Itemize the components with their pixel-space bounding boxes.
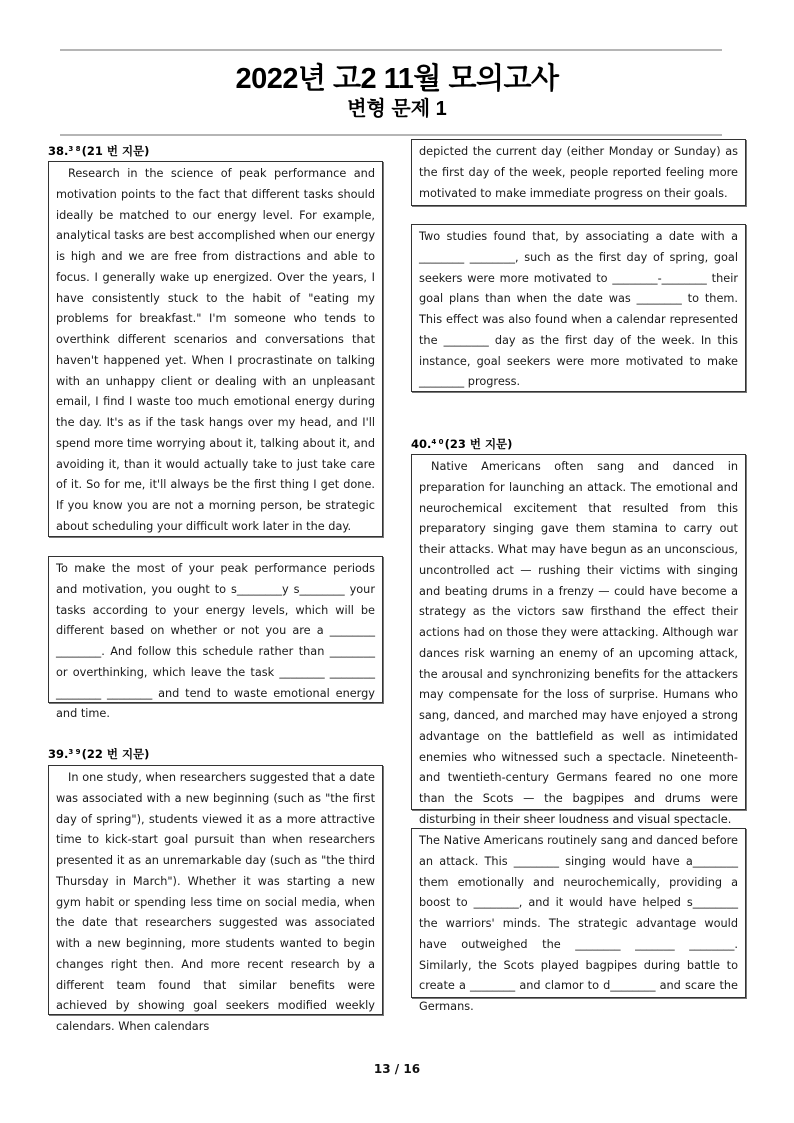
- title-bottom-rule: [60, 134, 722, 136]
- passage-text-continued: depicted the current day (either Monday or Sunday) as the first day of the week, people reported feeling more motivated to make immediate progress on their goals.: [419, 145, 738, 200]
- passage-text: In one study, when researchers suggested that a date was associated with a new beginning (such as "the first day of spring"), students viewed it as a more attractive time to kick-start goal pursuit than when researchers presented it as an unremarkable day (such as "the third Thursday in March"). Whether it was starting a new gym habit or spending less time on social media, when the date that researchers suggested was associated with a new beginning, more students wanted to begin changes right then. And more recent research by a different team found that similar benefits were achieved by showing goal seekers modified weekly calendars. When calendars: [56, 771, 375, 1033]
- summary-text: Two studies found that, by associating a date with a ________ ________, such as the first day of spring, goal seekers were more motivated to ________-________ their goal plans than when the date was ________ to them. This effect was also found when a calendar represented the ________ day as the first day of the week. In this instance, goal seekers were more motivated to make ________ progress.: [419, 230, 738, 389]
- summary-text: To make the most of your peak performance periods and motivation, you ought to s________y s________ your tasks according to your energy levels, which will be different based on whether or not you are a ________ ________. And follow this schedule rather than ________ or overthinking, which leave the task ________ ________ ________ ________ and tend to waste emotional energy and time.: [56, 562, 375, 721]
- page-title: 2022년 고2 11월 모의고사: [235, 63, 559, 95]
- question-number: 39.: [48, 747, 69, 761]
- passage-text: Native Americans often sang and danced in preparation for launching an attack. The emotional and neurochemical excitement that resulted from this preparatory singing gave them stamina to carry out their attacks. What may have begun as an unconscious, uncontrolled act — rushing their victims with singing and beating drums in a frenzy — could have become a strategy as the victors saw firsthand the effect their actions had on those they were attacking. Although war dances risk warning an enemy of an upcoming attack, the arousal and synchronizing benefits for the attackers may compensate for the loss of surprise. Humans who sang, danced, and marched may have enjoyed a strong advantage on the battlefield as well as intimidated enemies who witnessed such a spectacle. Nineteenth-and twentieth-century Germans feared no one more than the Scots — the bagpipes and drums were disturbing in their sheer loudness and visual spectacle.: [419, 460, 738, 826]
- question-source-label: (22 번 지문): [81, 747, 150, 761]
- question-number: 38.: [48, 144, 69, 158]
- question-superscript: 3 8: [68, 145, 81, 153]
- question-39-passage-box-part1: [48, 765, 383, 1033]
- question-source-label: (23 번 지문): [444, 437, 513, 451]
- page-indicator: 13 / 16: [373, 1062, 421, 1076]
- question-39-heading: [48, 746, 149, 762]
- top-rule: [60, 49, 722, 51]
- question-38-summary-box: [48, 556, 383, 721]
- question-38-passage-box: [48, 161, 383, 537]
- question-39-summary-box: [411, 224, 746, 392]
- question-40-passage-box: [411, 454, 746, 826]
- summary-text: The Native Americans routinely sang and danced before an attack. This ________ singing would have a________ them emotionally and neurochemically, providing a boost to ________, and it would have helped s________ the warriors' minds. The strategic advantage would have outweighed the ________ _______ ________. Similarly, the Scots played bagpipes during battle to create a ________ and clamor to d________ and scare the Germans.: [419, 834, 738, 1013]
- question-39-passage-box-part2: [411, 139, 746, 206]
- question-superscript: 4 0: [431, 438, 444, 446]
- passage-text: Research in the science of peak performance and motivation points to the fact that different tasks should ideally be matched to our energy level. For example, analytical tasks are best accomplished when our energy is high and we are free from distractions and able to focus. I generally wake up energized. Over the years, I have consistently stuck to the habit of "eating my problems for breakfast." I'm someone who tends to overthink different scenarios and conversations that haven't happened yet. When I procrastinate on talking with an unhappy client or dealing with an unpleasant email, I find I waste too much emotional energy during the day. It's as if the task hangs over my head, and I'll spend more time worrying about it, talking about it, and avoiding it, than it would actually take to just take care of it. So for me, it'll always be the first thing I get done. If you know you are not a morning person, be strategic about scheduling your difficult work later in the day.: [56, 167, 375, 533]
- question-38-heading: [48, 143, 149, 159]
- question-40-summary-box: [411, 828, 746, 1013]
- page-subtitle: 변형 문제 1: [347, 98, 447, 120]
- question-number: 40.: [411, 437, 432, 451]
- question-superscript: 3 9: [68, 748, 81, 756]
- question-source-label: (21 번 지문): [81, 144, 150, 158]
- question-40-heading: [411, 436, 512, 452]
